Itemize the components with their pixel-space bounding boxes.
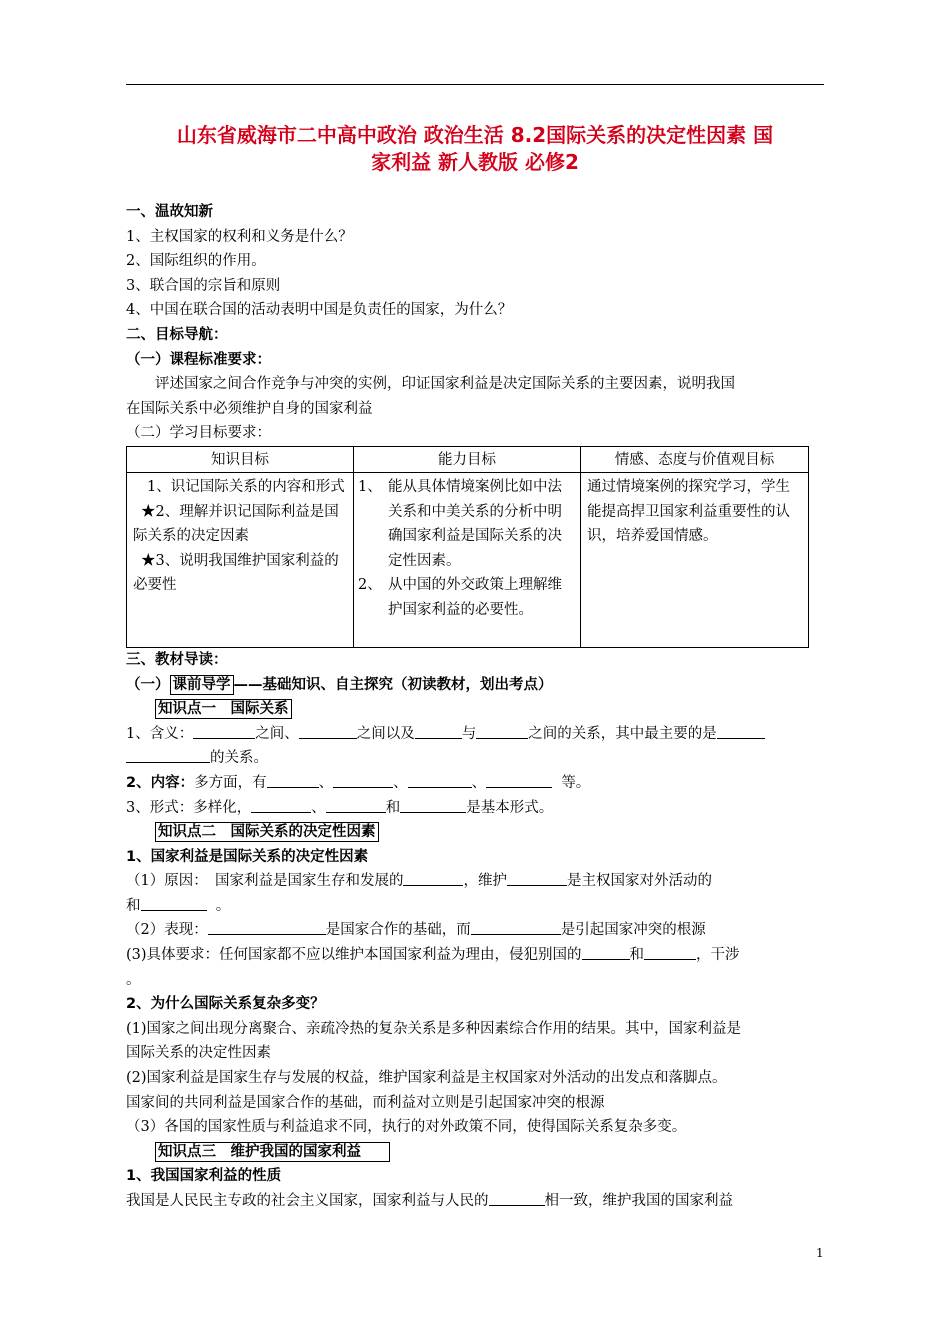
goals-table xyxy=(126,446,809,648)
header-knowledge: 知识目标 xyxy=(127,446,354,472)
fill-blank[interactable] xyxy=(486,773,552,788)
fill-blank[interactable] xyxy=(582,945,630,960)
fill-blank[interactable] xyxy=(299,724,357,739)
document-body xyxy=(126,200,824,1214)
kp2-paragraph-3: （3）各国的国家性质与利益追求不同，执行的对外政策不同，使得国际关系复杂多变。 xyxy=(126,1119,687,1136)
review-question-2: 2、国际组织的作用。 xyxy=(126,253,266,270)
knowledge-point-1-heading: 知识点一 国际关系 xyxy=(126,697,824,722)
kp3-line-1: 我国是人民民主专政的社会主义国家，国家利益与人民的 相一致，维护我国的国家利益 xyxy=(126,1193,733,1209)
fill-blank[interactable] xyxy=(489,1191,545,1206)
fill-blank[interactable] xyxy=(644,945,696,960)
kp2-paragraph-2a: (2)国家利益是国家生存与发展的权益，维护国家利益是主权国家对外活动的出发点和落脚点。 xyxy=(126,1070,727,1087)
kp2-reason-line: （1）原因： 国家利益是国家生存和发展的 ，维护 是主权国家对外活动的 xyxy=(126,873,712,890)
section-1-heading: 一、温故知新 xyxy=(126,204,213,220)
fill-blank[interactable] xyxy=(208,920,326,935)
kp1-content-line: 2、内容：多方面，有 、 、 、 等。 xyxy=(126,774,591,791)
goals-table-header xyxy=(127,446,809,472)
kp1-meaning-line-2: 的关系。 xyxy=(126,746,824,771)
kp2-performance-line: （2）表现： 是国家合作的基础，而 是引起国家冲突的根源 xyxy=(126,922,706,939)
title-line-1: 山东省威海市二中高中政治 政治生活 8.2国际关系的决定性因素 国 xyxy=(176,123,774,147)
pre-class-guide-box: 课前导学 xyxy=(170,675,234,695)
section-3-heading: 三、教材导读： xyxy=(126,651,228,668)
learning-goals-heading: （二）学习目标要求： xyxy=(126,425,271,442)
fill-blank[interactable] xyxy=(471,920,561,935)
knowledge-goal-1: 1、识记国际关系的内容和形式 xyxy=(147,478,345,495)
ability-goal-1: 1、 能从具体情境案例比如中法关系和中美关系的分析中明确国家利益是国际关系的决定性因素。 xyxy=(358,478,562,569)
fill-blank[interactable] xyxy=(326,798,386,813)
page-number: 1 xyxy=(816,1246,824,1260)
fill-blank[interactable] xyxy=(126,748,210,763)
knowledge-goal-3: ★3、说明我国维护国家利益的必要性 xyxy=(133,552,339,594)
knowledge-point-3-heading: 知识点三 维护我国的国家利益 xyxy=(126,1140,824,1165)
review-question-1: 1、主权国家的权利和义务是什么？ xyxy=(126,228,353,245)
fill-blank[interactable] xyxy=(333,773,393,788)
review-question-4: 4、中国在联合国的活动表明中国是负责任的国家，为什么？ xyxy=(126,302,513,319)
document-title xyxy=(126,122,824,176)
fill-blank[interactable] xyxy=(267,773,319,788)
fill-blank[interactable] xyxy=(717,724,765,739)
fill-blank[interactable] xyxy=(507,871,567,886)
fill-blank[interactable] xyxy=(415,724,462,739)
ability-goal-2: 2、 从中国的外交政策上理解维护国家利益的必要性。 xyxy=(358,577,562,618)
curriculum-standard-heading: （一）课程标准要求： xyxy=(126,351,271,368)
ability-goals-cell xyxy=(354,472,581,647)
header-ability: 能力目标 xyxy=(354,446,581,472)
kp2-requirement-line: (3)具体要求：任何国家都不应以维护本国国家利益为理由，侵犯别国的 和 ，干涉 xyxy=(126,947,740,964)
kp2-requirement-line-2: 。 xyxy=(126,971,141,988)
standard-text-2: 在国际关系中必须维护自身的国家利益 xyxy=(126,400,373,417)
fill-blank[interactable] xyxy=(193,724,255,739)
pre-class-guide-heading: （一） 课前导学 ——基础知识、自主探究（初读教材，划出考点） xyxy=(126,676,553,693)
kp2-paragraph-1b: 国际关系的决定性因素 xyxy=(126,1045,271,1062)
header-rule xyxy=(126,84,824,85)
fill-blank[interactable] xyxy=(251,798,311,813)
kp2-heading-1: 1、国家利益是国际关系的决定性因素 xyxy=(126,848,369,865)
goals-table-row xyxy=(127,472,809,647)
emotion-goal-1: 通过情境案例的探究学习，学生能提高捍卫国家利益重要性的认识，培养爱国情感。 xyxy=(587,478,790,545)
kp2-paragraph-1a: (1)国家之间出现分离聚合、亲疏冷热的复杂关系是多种因素综合作用的结果。其中，国家利益是 xyxy=(126,1020,742,1037)
fill-blank[interactable] xyxy=(400,798,466,813)
standard-text-1: 评述国家之间合作竞争与冲突的实例，印证国家利益是决定国际关系的主要因素，说明我国 xyxy=(155,376,735,393)
knowledge-point-2-heading: 知识点二 国际关系的决定性因素 xyxy=(126,820,824,845)
knowledge-goals-cell xyxy=(127,472,354,647)
header-emotion: 情感、态度与价值观目标 xyxy=(581,446,809,472)
kp2-paragraph-2b: 国家间的共同利益是国家合作的基础，而利益对立则是引起国家冲突的根源 xyxy=(126,1094,605,1111)
kp1-form-line: 3、形式：多样化， 、 和 是基本形式。 xyxy=(126,799,554,816)
kp1-meaning-line: 1、含义： 之间、 之间以及 与 之间的关系，其中最主要的是 xyxy=(126,722,824,747)
kp2-heading-2: 2、为什么国际关系复杂多变？ xyxy=(126,996,325,1013)
kp3-heading-1: 1、我国国家利益的性质 xyxy=(126,1168,282,1185)
emotion-goals-cell xyxy=(581,472,809,647)
knowledge-goal-2: ★2、理解并识记国际利益是国际关系的决定因素 xyxy=(133,503,339,545)
fill-blank[interactable] xyxy=(476,724,528,739)
kp2-reason-line-2: 和 。 xyxy=(126,897,231,914)
fill-blank[interactable] xyxy=(403,871,463,886)
title-line-2: 家利益 新人教版 必修2 xyxy=(371,150,579,174)
section-2-heading: 二、目标导航： xyxy=(126,326,228,343)
fill-blank[interactable] xyxy=(408,773,472,788)
review-question-3: 3、联合国的宗旨和原则 xyxy=(126,277,281,294)
fill-blank[interactable] xyxy=(141,896,207,911)
